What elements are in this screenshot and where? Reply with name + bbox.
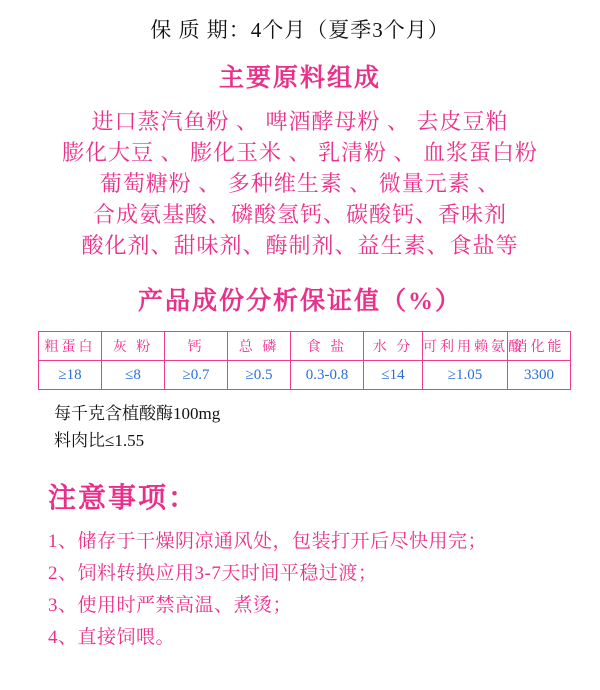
table-header-cell: 食 盐	[291, 332, 364, 361]
table-cell: ≥0.5	[228, 361, 291, 390]
ingredients-line: 合成氨基酸、磷酸氢钙、碳酸钙、香味剂	[92, 202, 507, 227]
ingredients-list	[0, 106, 600, 261]
table-header-cell: 总 磷	[228, 332, 291, 361]
list-item: 3、使用时严禁高温、煮烫；	[48, 595, 293, 616]
analysis-table	[38, 331, 571, 390]
table-cell: ≤14	[364, 361, 423, 390]
list-item: 2、饲料转换应用3-7天时间平稳过渡；	[48, 563, 378, 584]
analysis-table-wrapper	[38, 331, 565, 390]
list-item: 4、直接饲喂。	[48, 627, 176, 648]
ingredients-heading: 主要原料组成	[218, 65, 381, 92]
table-cell: ≥18	[39, 361, 102, 390]
table-header-cell: 钙	[165, 332, 228, 361]
sub-note-line: 每千克含植酸酶100mg	[54, 404, 221, 423]
ingredients-line: 膨化大豆 、 膨化玉米 、 乳清粉 、 血浆蛋白粉	[61, 140, 538, 165]
shelf-life-text: 保 质 期：4个月（夏季3个月）	[150, 18, 450, 42]
table-cell: ≥1.05	[423, 361, 508, 390]
table-cell: 0.3-0.8	[291, 361, 364, 390]
table-header-cell: 灰 粉	[102, 332, 165, 361]
attention-title: 注意事项：	[48, 483, 199, 514]
table-header-cell: 水 分	[364, 332, 423, 361]
table-row	[39, 361, 571, 390]
ingredients-line: 进口蒸汽鱼粉 、 啤酒酵母粉 、 去皮豆粕	[91, 109, 509, 134]
list-item: 1、储存于干燥阴凉通风处，包装打开后尽快用完；	[48, 531, 488, 552]
attention-list	[0, 526, 600, 654]
table-header-row	[39, 332, 571, 361]
ingredients-line: 酸化剂、甜味剂、酶制剂、益生素、食盐等	[81, 233, 519, 258]
table-cell: ≤8	[102, 361, 165, 390]
sub-note-line: 料肉比≤1.55	[54, 431, 145, 450]
ingredients-line: 葡萄糖粉 、 多种维生素 、 微量元素 、	[99, 171, 501, 196]
sub-notes	[0, 400, 600, 454]
table-header-cell: 可利用赖氨酸	[423, 332, 508, 361]
table-header-cell: 消化能	[508, 332, 571, 361]
table-header-cell: 粗蛋白	[39, 332, 102, 361]
analysis-heading: 产品成份分析保证值（%）	[137, 288, 462, 315]
table-cell: 3300	[508, 361, 571, 390]
table-cell: ≥0.7	[165, 361, 228, 390]
